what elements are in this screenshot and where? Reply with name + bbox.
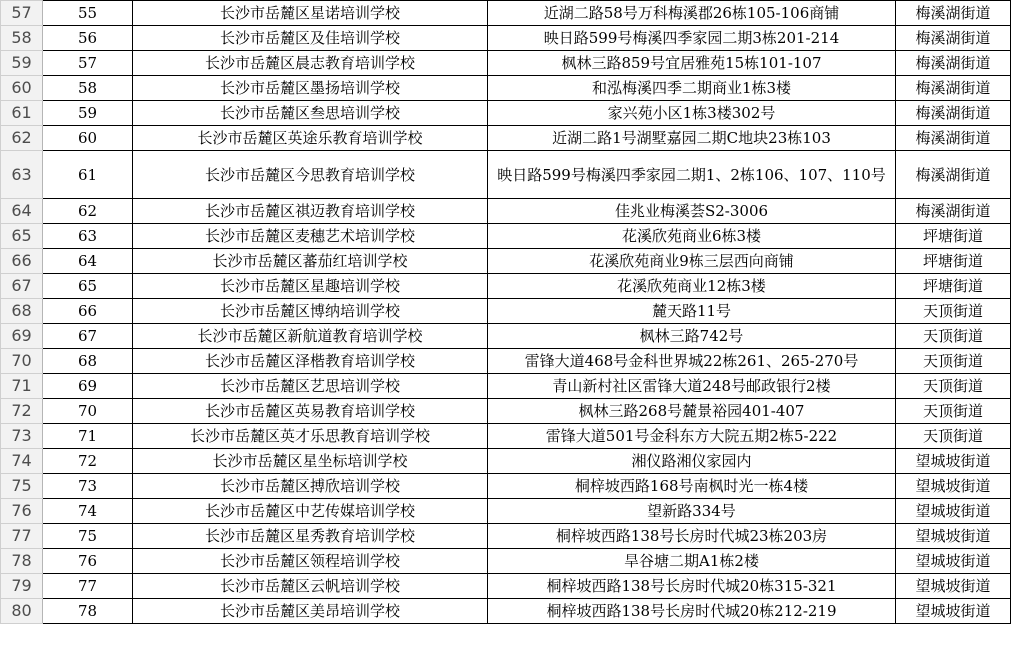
- row-number[interactable]: 59: [1, 51, 43, 76]
- address-cell: 佳兆业梅溪荟S2-3006: [488, 199, 896, 224]
- serial-number-cell: 60: [43, 126, 133, 151]
- address-cell: 枫林三路859号宜居雅苑15栋101-107: [488, 51, 896, 76]
- table-row: [1, 399, 1011, 424]
- serial-number-cell: 59: [43, 101, 133, 126]
- street-cell: 天顶街道: [896, 299, 1011, 324]
- address-cell: 桐梓坡西路138号长房时代城20栋212-219: [488, 599, 896, 624]
- row-number[interactable]: 60: [1, 76, 43, 101]
- school-name-cell: 长沙市岳麓区祺迈教育培训学校: [133, 199, 488, 224]
- street-cell: 天顶街道: [896, 324, 1011, 349]
- street-cell: 坪塘街道: [896, 224, 1011, 249]
- address-cell: 望新路334号: [488, 499, 896, 524]
- street-cell: 望城坡街道: [896, 574, 1011, 599]
- table-row: [1, 101, 1011, 126]
- serial-number-cell: 68: [43, 349, 133, 374]
- address-cell: 近湖二路58号万科梅溪郡26栋105-106商铺: [488, 1, 896, 26]
- school-name-cell: 长沙市岳麓区星诺培训学校: [133, 1, 488, 26]
- address-cell: 麓天路11号: [488, 299, 896, 324]
- street-cell: 梅溪湖街道: [896, 1, 1011, 26]
- table-row: [1, 499, 1011, 524]
- address-cell: 旱谷塘二期A1栋2楼: [488, 549, 896, 574]
- school-name-cell: 长沙市岳麓区蕃茄红培训学校: [133, 249, 488, 274]
- street-cell: 天顶街道: [896, 349, 1011, 374]
- table-row: [1, 199, 1011, 224]
- school-name-cell: 长沙市岳麓区美昂培训学校: [133, 599, 488, 624]
- serial-number-cell: 65: [43, 274, 133, 299]
- street-cell: 天顶街道: [896, 374, 1011, 399]
- street-cell: 梅溪湖街道: [896, 151, 1011, 199]
- table-row: [1, 549, 1011, 574]
- school-name-cell: 长沙市岳麓区墨扬培训学校: [133, 76, 488, 101]
- street-cell: 梅溪湖街道: [896, 76, 1011, 101]
- address-cell: 桐梓坡西路168号南枫时光一栋4楼: [488, 474, 896, 499]
- table-row: [1, 1, 1011, 26]
- serial-number-cell: 71: [43, 424, 133, 449]
- school-name-cell: 长沙市岳麓区麦穗艺术培训学校: [133, 224, 488, 249]
- serial-number-cell: 55: [43, 1, 133, 26]
- street-cell: 望城坡街道: [896, 549, 1011, 574]
- row-number[interactable]: 62: [1, 126, 43, 151]
- table-row: [1, 574, 1011, 599]
- table-row: [1, 76, 1011, 101]
- address-cell: 枫林三路268号麓景裕园401-407: [488, 399, 896, 424]
- street-cell: 坪塘街道: [896, 274, 1011, 299]
- address-cell: 湘仪路湘仪家园内: [488, 449, 896, 474]
- row-number[interactable]: 67: [1, 274, 43, 299]
- serial-number-cell: 78: [43, 599, 133, 624]
- row-number[interactable]: 74: [1, 449, 43, 474]
- table-row: [1, 474, 1011, 499]
- row-number[interactable]: 71: [1, 374, 43, 399]
- serial-number-cell: 72: [43, 449, 133, 474]
- serial-number-cell: 69: [43, 374, 133, 399]
- school-name-cell: 长沙市岳麓区及佳培训学校: [133, 26, 488, 51]
- school-name-cell: 长沙市岳麓区星秀教育培训学校: [133, 524, 488, 549]
- school-name-cell: 长沙市岳麓区晨志教育培训学校: [133, 51, 488, 76]
- school-name-cell: 长沙市岳麓区云帆培训学校: [133, 574, 488, 599]
- table-row: [1, 374, 1011, 399]
- row-number[interactable]: 77: [1, 524, 43, 549]
- table-row: [1, 424, 1011, 449]
- address-cell: 花溪欣苑商业12栋3楼: [488, 274, 896, 299]
- school-name-cell: 长沙市岳麓区今思教育培训学校: [133, 151, 488, 199]
- serial-number-cell: 56: [43, 26, 133, 51]
- school-name-cell: 长沙市岳麓区领程培训学校: [133, 549, 488, 574]
- serial-number-cell: 75: [43, 524, 133, 549]
- school-name-cell: 长沙市岳麓区博纳培训学校: [133, 299, 488, 324]
- row-number[interactable]: 78: [1, 549, 43, 574]
- school-name-cell: 长沙市岳麓区搏欣培训学校: [133, 474, 488, 499]
- street-cell: 梅溪湖街道: [896, 26, 1011, 51]
- address-cell: 家兴苑小区1栋3楼302号: [488, 101, 896, 126]
- row-number[interactable]: 73: [1, 424, 43, 449]
- street-cell: 梅溪湖街道: [896, 199, 1011, 224]
- address-cell: 花溪欣苑商业6栋3楼: [488, 224, 896, 249]
- table-row: [1, 224, 1011, 249]
- table-row: [1, 599, 1011, 624]
- serial-number-cell: 64: [43, 249, 133, 274]
- street-cell: 望城坡街道: [896, 599, 1011, 624]
- street-cell: 坪塘街道: [896, 249, 1011, 274]
- school-name-cell: 长沙市岳麓区星坐标培训学校: [133, 449, 488, 474]
- table-row: [1, 449, 1011, 474]
- address-cell: 雷锋大道501号金科东方大院五期2栋5-222: [488, 424, 896, 449]
- address-cell: 花溪欣苑商业9栋三层西向商铺: [488, 249, 896, 274]
- table-row: [1, 349, 1011, 374]
- row-number[interactable]: 64: [1, 199, 43, 224]
- address-cell: 雷锋大道468号金科世界城22栋261、265-270号: [488, 349, 896, 374]
- address-cell: 枫林三路742号: [488, 324, 896, 349]
- school-name-cell: 长沙市岳麓区英才乐思教育培训学校: [133, 424, 488, 449]
- row-number[interactable]: 80: [1, 599, 43, 624]
- school-name-cell: 长沙市岳麓区叁思培训学校: [133, 101, 488, 126]
- row-number[interactable]: 79: [1, 574, 43, 599]
- address-cell: 近湖二路1号湖墅嘉园二期C地块23栋103: [488, 126, 896, 151]
- school-name-cell: 长沙市岳麓区英易教育培训学校: [133, 399, 488, 424]
- table-body: [1, 1, 1011, 624]
- street-cell: 梅溪湖街道: [896, 126, 1011, 151]
- table-row: [1, 249, 1011, 274]
- table-row: [1, 151, 1011, 199]
- serial-number-cell: 63: [43, 224, 133, 249]
- serial-number-cell: 62: [43, 199, 133, 224]
- school-name-cell: 长沙市岳麓区艺思培训学校: [133, 374, 488, 399]
- table-row: [1, 26, 1011, 51]
- school-name-cell: 长沙市岳麓区中艺传媒培训学校: [133, 499, 488, 524]
- school-name-cell: 长沙市岳麓区英途乐教育培训学校: [133, 126, 488, 151]
- street-cell: 梅溪湖街道: [896, 101, 1011, 126]
- serial-number-cell: 73: [43, 474, 133, 499]
- school-name-cell: 长沙市岳麓区泽楷教育培训学校: [133, 349, 488, 374]
- school-name-cell: 长沙市岳麓区新航道教育培训学校: [133, 324, 488, 349]
- serial-number-cell: 77: [43, 574, 133, 599]
- address-cell: 映日路599号梅溪四季家园二期1、2栋106、107、110号: [488, 151, 896, 199]
- table-row: [1, 274, 1011, 299]
- serial-number-cell: 74: [43, 499, 133, 524]
- table-row: [1, 324, 1011, 349]
- row-number[interactable]: 72: [1, 399, 43, 424]
- row-number[interactable]: 66: [1, 249, 43, 274]
- street-cell: 望城坡街道: [896, 524, 1011, 549]
- table-row: [1, 524, 1011, 549]
- row-number[interactable]: 57: [1, 1, 43, 26]
- address-cell: 映日路599号梅溪四季家园二期3栋201-214: [488, 26, 896, 51]
- serial-number-cell: 57: [43, 51, 133, 76]
- address-cell: 和泓梅溪四季二期商业1栋3楼: [488, 76, 896, 101]
- serial-number-cell: 70: [43, 399, 133, 424]
- street-cell: 梅溪湖街道: [896, 51, 1011, 76]
- table-row: [1, 126, 1011, 151]
- table-row: [1, 299, 1011, 324]
- serial-number-cell: 58: [43, 76, 133, 101]
- row-number[interactable]: 69: [1, 324, 43, 349]
- street-cell: 天顶街道: [896, 424, 1011, 449]
- row-number[interactable]: 63: [1, 151, 43, 199]
- street-cell: 望城坡街道: [896, 449, 1011, 474]
- row-number[interactable]: 65: [1, 224, 43, 249]
- serial-number-cell: 76: [43, 549, 133, 574]
- street-cell: 天顶街道: [896, 399, 1011, 424]
- street-cell: 望城坡街道: [896, 499, 1011, 524]
- row-number[interactable]: 58: [1, 26, 43, 51]
- street-cell: 望城坡街道: [896, 474, 1011, 499]
- row-number[interactable]: 61: [1, 101, 43, 126]
- row-number[interactable]: 70: [1, 349, 43, 374]
- row-number[interactable]: 76: [1, 499, 43, 524]
- address-cell: 桐梓坡西路138号长房时代城20栋315-321: [488, 574, 896, 599]
- table-row: [1, 51, 1011, 76]
- serial-number-cell: 61: [43, 151, 133, 199]
- row-number[interactable]: 75: [1, 474, 43, 499]
- row-number[interactable]: 68: [1, 299, 43, 324]
- address-cell: 青山新村社区雷锋大道248号邮政银行2楼: [488, 374, 896, 399]
- serial-number-cell: 67: [43, 324, 133, 349]
- school-name-cell: 长沙市岳麓区星趣培训学校: [133, 274, 488, 299]
- serial-number-cell: 66: [43, 299, 133, 324]
- address-cell: 桐梓坡西路138号长房时代城23栋203房: [488, 524, 896, 549]
